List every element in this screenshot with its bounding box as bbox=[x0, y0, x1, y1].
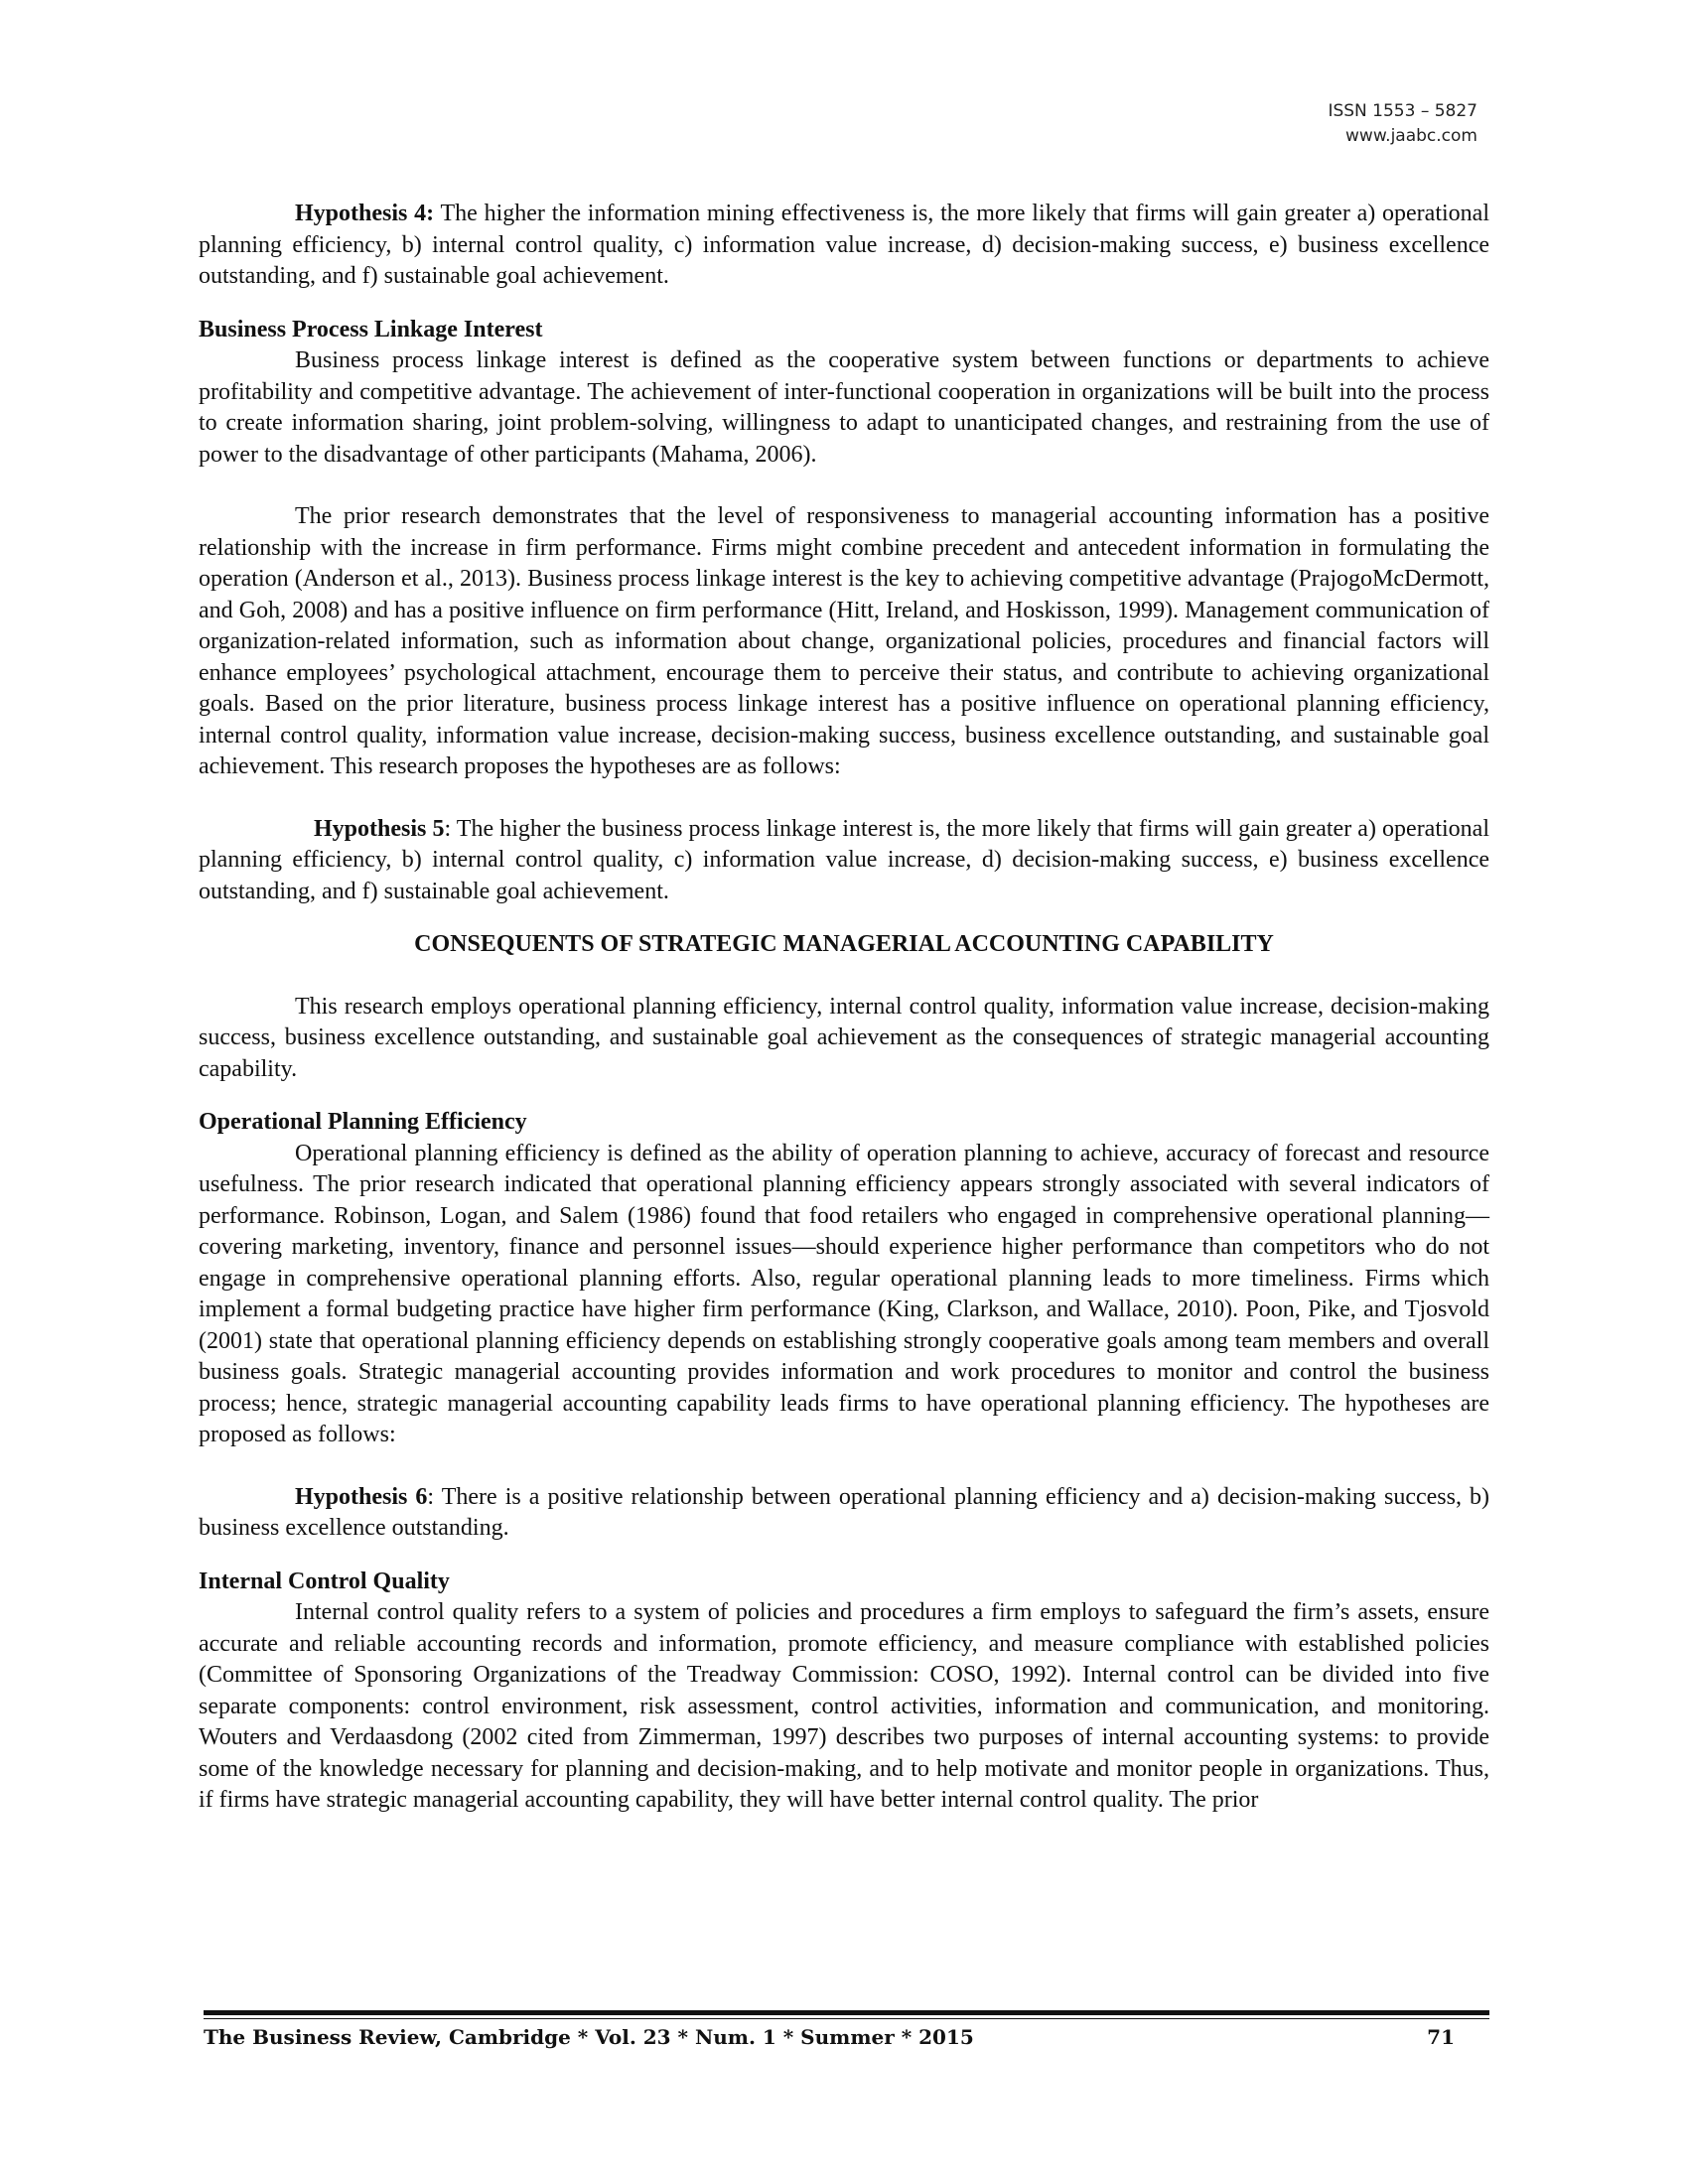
hypothesis-4 bbox=[199, 199, 1489, 293]
paragraph-consequents: This research employs operational planning efficiency, internal control quality, information value increase, decision-making success, business excellence outstanding, and sustainable goal achievement as the consequences of strategic managerial accounting capability. bbox=[199, 993, 1489, 1082]
footer-rule-thick bbox=[204, 2010, 1489, 2015]
hypothesis-6-text: : There is a positive relationship between operational planning efficiency and a) decision-making success, b) business excellence outstanding. bbox=[199, 1483, 1490, 1541]
issn-label: ISSN 1553 – 5827 bbox=[1328, 101, 1477, 121]
hypothesis-6-label: Hypothesis 6 bbox=[295, 1483, 428, 1510]
section-heading-internal-control-quality: Internal Control Quality bbox=[199, 1568, 450, 1594]
paragraph-icq: Internal control quality refers to a system of policies and procedures a firm employs to safeguard the firm’s assets, ensure accurate and reliable accounting records and information, promote efficiency, and measure compliance with established policies (Committee of Sponsoring Organizations of the Treadway Commission: COSO, 1992). Internal control can be divided into five separate components: control environment, risk assessment, control activities, information and communication, and monitoring. Wouters and Verdaasdong (2002 cited from Zimmerman, 1997) describes two purposes of internal accounting systems: to provide some of the knowledge necessary for planning and decision-making, and to help motivate and monitor people in organizations. Thus, if firms have strategic managerial accounting capability, they will have better internal control quality. The prior bbox=[199, 1599, 1489, 1813]
article-body bbox=[199, 199, 1489, 1817]
page-footer bbox=[204, 2025, 1455, 2049]
section-heading-consequents: CONSEQUENTS OF STRATEGIC MANAGERIAL ACCOUNTING CAPABILITY bbox=[414, 931, 1274, 957]
paragraph-bpli-definition: Business process linkage interest is defined as the cooperative system between functions or departments to achieve profitability and competitive advantage. The achievement of inter-functional cooperation in organizations will be built into the process to create information sharing, joint problem-solving, willingness to adapt to unanticipated changes, and restraining from the use of power to the disadvantage of other participants (Mahama, 2006). bbox=[199, 347, 1489, 468]
hypothesis-4-label: Hypothesis 4: bbox=[295, 201, 435, 226]
journal-citation: The Business Review, Cambridge * Vol. 23 * Num. 1 * Summer * 2015 bbox=[204, 2025, 974, 2049]
hypothesis-4-text: The higher the information mining effectiveness is, the more likely that firms will gain greater a) operational planning efficiency, b) internal control quality, c) information value increase, d) decision-making success, e) business excellence outstanding, and f) sustainable goal achievement. bbox=[199, 201, 1489, 289]
footer-rule-thin bbox=[204, 2018, 1489, 2019]
paragraph-bpli-prior-research: The prior research demonstrates that the level of responsiveness to managerial accounting information has a positive relationship with the increase in firm performance. Firms might combine precedent and antecedent information in formulating the operation (Anderson et al., 2013). Business process linkage interest is the key to achieving competitive advantage (PrajogoMcDermott, and Goh, 2008) and has a positive influence on firm performance (Hitt, Ireland, and Hoskisson, 1999). Management communication of organization-related information, such as information about change, organizational policies, procedures and financial factors will enhance employees’ psychological attachment, encourage them to perceive their status, and contribute to achieving organizational goals. Based on the prior literature, business process linkage interest has a positive influence on operational planning efficiency, internal control quality, information value increase, decision-making success, business excellence outstanding, and sustainable goal achievement. This research proposes the hypotheses are as follows: bbox=[199, 503, 1489, 779]
website-url: www.jaabc.com bbox=[1345, 126, 1477, 146]
hypothesis-5 bbox=[199, 814, 1489, 908]
page-header bbox=[1328, 99, 1477, 149]
page-number: 71 bbox=[1427, 2025, 1455, 2049]
hypothesis-5-text: : The higher the business process linkage interest is, the more likely that firms will gain greater a) operational planning efficiency, b) internal control quality, c) information value increase, d) decision-making success, e) business excellence outstanding, and f) sustainable goal achievement. bbox=[199, 815, 1489, 904]
paragraph-ope: Operational planning efficiency is defined as the ability of operation planning to achieve, accuracy of forecast and resource usefulness. The prior research indicated that operational planning efficiency appears strongly associated with several indicators of performance. Robinson, Logan, and Salem (1986) found that food retailers who engaged in comprehensive operational planning—covering marketing, inventory, finance and personnel issues—should experience higher performance than competitors who do not engage in comprehensive operational planning efforts. Also, regular operational planning leads to more timeliness. Firms which implement a formal budgeting practice have higher firm performance (King, Clarkson, and Wallace, 2010). Poon, Pike, and Tjosvold (2001) state that operational planning efficiency depends on establishing strongly cooperative goals among team members and overall business goals. Strategic managerial accounting provides information and work procedures to monitor and control the business process; hence, strategic managerial accounting capability leads firms to have operational planning efficiency. The hypotheses are proposed as follows: bbox=[199, 1140, 1489, 1447]
section-heading-business-process-linkage-interest: Business Process Linkage Interest bbox=[199, 316, 543, 342]
section-heading-operational-planning-efficiency: Operational Planning Efficiency bbox=[199, 1109, 527, 1135]
hypothesis-5-label: Hypothesis 5 bbox=[314, 815, 445, 842]
hypothesis-6 bbox=[199, 1482, 1489, 1545]
